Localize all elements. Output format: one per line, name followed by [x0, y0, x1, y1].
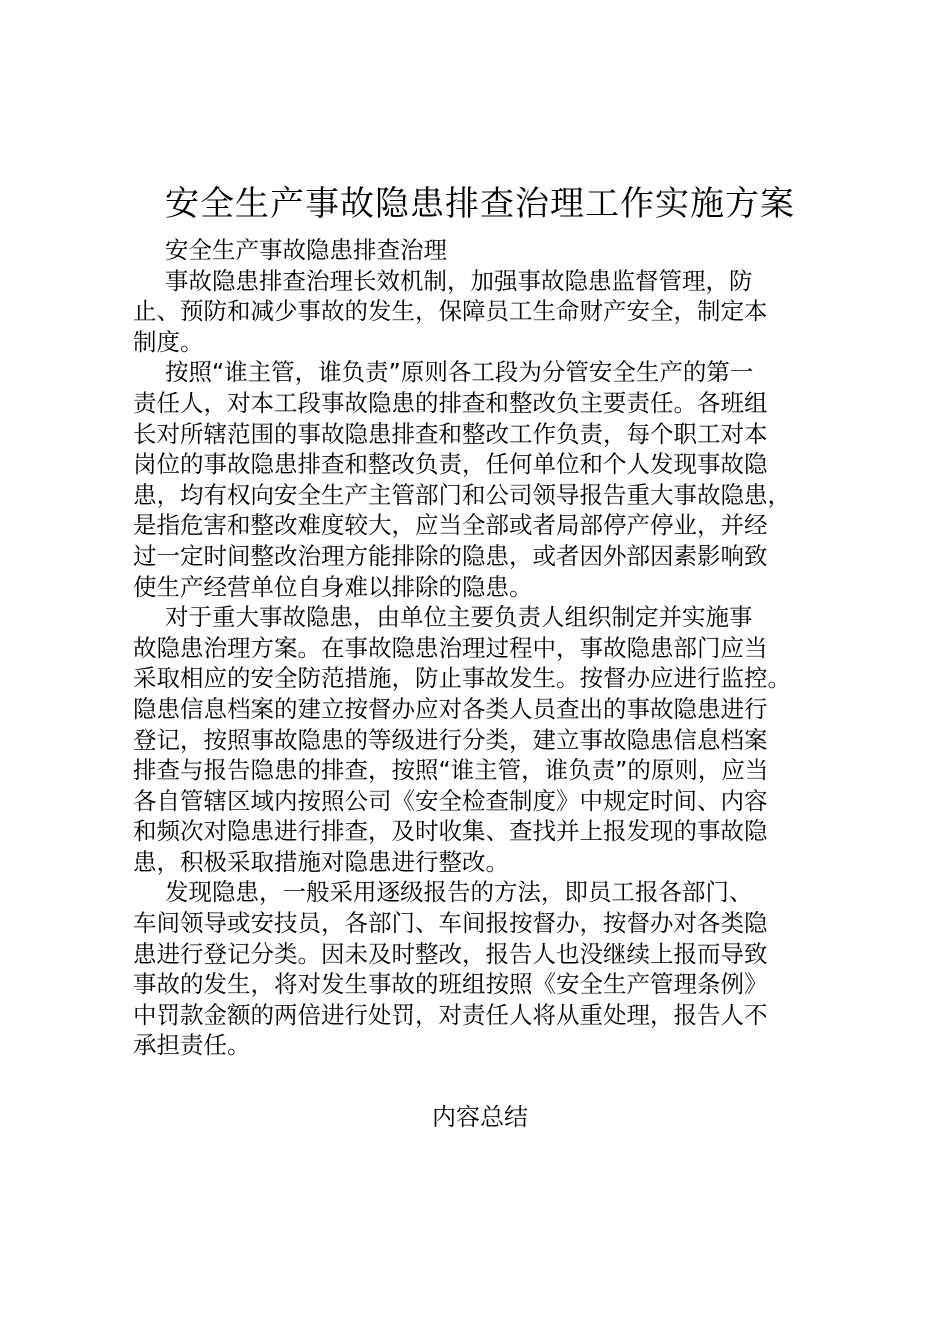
body-line: 患，积极采取措施对隐患进行整改。 — [133, 847, 509, 876]
body-line: 对于重大事故隐患，由单位主要负责人组织制定并实施事 — [165, 603, 753, 632]
body-line: 按照“谁主管，谁负责”原则各工段为分管安全生产的第一 — [165, 358, 754, 387]
body-line: 事故隐患排查治理长效机制，加强事故隐患监督管理，防 — [165, 266, 753, 295]
body-line: 隐患信息档案的建立按督办应对各类人员查出的事故隐患进行 — [133, 694, 768, 723]
body-line: 发现隐患，一般采用逐级报告的方法，即员工报各部门、 — [165, 878, 753, 907]
document-body — [133, 235, 853, 1061]
body-line: 岗位的事故隐患排查和整改负责，任何单位和个人发现事故隐 — [133, 450, 768, 479]
document-title: 安全生产事故隐患排查治理工作实施方案 — [165, 184, 795, 224]
body-line: 中罚款金额的两倍进行处罚，对责任人将从重处理，报告人不 — [133, 1000, 768, 1029]
body-line: 长对所辖范围的事故隐患排查和整改工作负责，每个职工对本 — [133, 419, 768, 448]
body-line: 故隐患治理方案。在事故隐患治理过程中，事故隐患部门应当 — [133, 633, 768, 662]
body-line: 使生产经营单位自身难以排除的隐患。 — [133, 572, 533, 601]
body-line: 和频次对隐患进行排查，及时收集、查找并上报发现的事故隐 — [133, 817, 768, 846]
summary-heading: 内容总结 — [432, 1103, 528, 1131]
body-line: 各自管辖区域内按照公司《安全检查制度》中规定时间、内容 — [133, 786, 768, 815]
body-line: 车间领导或安技员，各部门、车间报按督办，按督办对各类隐 — [133, 909, 768, 938]
body-line: 责任人，对本工段事故隐患的排查和整改负主要责任。各班组 — [133, 388, 768, 417]
body-line: 安全生产事故隐患排查治理 — [165, 236, 447, 264]
body-line: 承担责任。 — [133, 1031, 251, 1060]
body-line: 排查与报告隐患的排查，按照“谁主管，谁负责”的原则，应当 — [133, 756, 769, 785]
body-line: 是指危害和整改难度较大，应当全部或者局部停产停业，并经 — [133, 511, 768, 540]
body-line: 患进行登记分类。因未及时整改，报告人也没继续上报而导致 — [133, 939, 768, 968]
body-line: 患，均有权向安全生产主管部门和公司领导报告重大事故隐患， — [133, 480, 791, 509]
body-line: 采取相应的安全防范措施，防止事故发生。按督办应进行监控。 — [133, 664, 791, 693]
body-line: 过一定时间整改治理方能排除的隐患，或者因外部因素影响致 — [133, 541, 768, 570]
body-line: 事故的发生，将对发生事故的班组按照《安全生产管理条例》 — [133, 970, 768, 999]
body-line: 止、预防和减少事故的发生，保障员工生命财产安全，制定本 — [133, 297, 768, 326]
body-line: 登记，按照事故隐患的等级进行分类，建立事故隐患信息档案 — [133, 725, 768, 754]
body-line: 制度。 — [133, 327, 204, 356]
